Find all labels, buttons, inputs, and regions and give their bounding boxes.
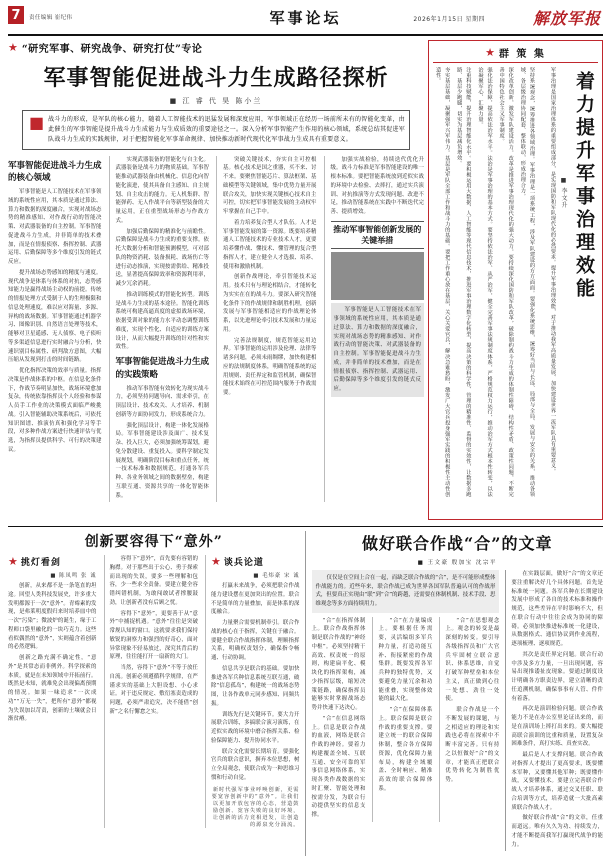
vertical-article [433,67,598,497]
bottom-right-column-1 [312,617,366,822]
article-photo [331,252,425,300]
subheading: 军事智能促进战斗力生成的实践策略 [115,357,210,380]
paragraph: 最后是人才支撑问题。联合作战对指挥人才提出了更高要求，既要懂本军种，又要懂其他军种；既要懂作战，又要懂技术。要建立完善联合作战人才培养体系，通过交叉任职、联合培训等方式，培养造就一大批高素质联合作战人才。 [511,752,603,811]
inset-heading: 推动军事智能创新发展的关键举措 [331,221,425,249]
paragraph: 军事智能是人工智能技术在军事领域的系统性应用，其本质是通过算法、算力和数据的深度融合，实现对战场态势的精准感知、对作战行动的智能决策、对武器装备的自主控制。军事智能促进战斗力生成，并非简单的技术叠加，而是在情报侦察、指挥控制、武器运用、后勤保障等多个维度引发的链式反应。 [8,189,102,266]
section-title: 军事论坛 [269,9,342,27]
masthead [8,6,603,32]
star-icon: ★ [8,41,18,54]
article-column-3 [216,156,317,503]
paragraph: 新时代强军事业呼唤创新，更需要宽容创新中的“意外”。让我们以更加开放包容的心态，营造鼓励创新、宽容失败的良好环境，让创新的活力竞相迸发，让创造的源泉充分涌流。 [211,786,300,828]
bottom-right-column-3 [439,617,499,822]
bottom-left-article [8,531,306,856]
paragraph: 加强实战检验，持续迭代优化升级。战斗力标准是军事智能建设的唯一根本标准。要把智能系统放到近似实战的环境中去检验、去摔打，通过实兵演训、对抗推演等方式发现问题、改进不足，推动智能系统在实践中不断迭代完善、提质增效。 [330,156,424,216]
bottom-left-columns [8,555,300,828]
column-badge [211,555,300,568]
bottom-right-article [306,531,604,856]
topic-banner-label: “研究军事、研究战争、研究打仗”专论 [21,44,203,55]
bottom-right-sidebar [505,570,603,851]
paragraph: “合”在保障体系上。联合保障是联合作战的重要支撑。要建立统一的联合保障体制，整合各方保障资源，优化保障力量布局，构建全域覆盖、全时响应、精准高效的联合保障体系。 [378,707,433,792]
editor-note: 责任编辑 崔纪伟 [29,15,73,21]
column-badge [433,45,598,63]
paragraph: 信息共享是联合的基础。要加快推进各军兵种信息系统互联互通，破除“信息孤岛”，构建统一的战场态势图，让各作战单元同步感知、同频共振。 [211,665,300,707]
paragraph: 强化法治保障，提高依法治军水平。法治是军事治理的基本方式。要坚持依法治军、从严治军，健全完善军事法规制度体系，严格规范权力运行，推动治军方式根本性转变，以法治凝聚军心、汇聚力量。 [477,67,493,497]
column-badge-label: 挑灯看剑 [20,558,61,568]
paragraph: 完善法规制度，规范智能运用边界。军事智能的运用涉及伦理、法律等诸多问题，必须未雨绸缪，加快构建相应的法规制度体系，明确智能系统的运用规则、责任界定和监管机制，确保智能技术始终在可控范围内服务于作战需要。 [223,337,317,397]
paragraph: 推动军事智能有效转化为现实战斗力，必须坚持问题导向、需求牵引，在顶层设计、技术攻关、人才培养、机制创新等方面协同发力，形成系统合力。 [115,385,209,418]
paragraph: 创新作战理论，牵引智能技术运用。技术只有与理论相结合，才能转化为实实在在的战斗力。要深入研究智能化条件下的作战规律和制胜机理，创新发展与军事智能相适应的作战理论体系，以先进理论牵引技术发展和力量运用。 [223,274,317,333]
paragraph: 优化指挥决策的效率与质量。指挥决策是作战体系的中枢。在信息化条件下，作战节奏明显加快，战场环境愈加复杂，传统依靠指挥员个人经验和参谋人员手工作业的决策模式面临严峻挑战。引入智能辅助决策系统后，可依托知识图谱、推演仿真和强化学习等手段，对多种作战方案进行快速评估与优选，为指挥员提供科学、可行的决策建议。 [8,368,102,453]
inset-note [331,303,425,397]
page-title: 军事智能促进战斗力生成路径探析 [43,65,389,91]
byline: ■ 毛炜豪 宋 诚 [253,573,300,579]
feature-body [433,67,557,497]
topic-banner [8,40,424,55]
lead-text: 仅仅是在空间上合在一起，而缺乏联合作战的“合”，是不可能形成整体作战能力的。近些年来，联合作战已成为世界各国军队普遍认可的作战形式，但要真正实现由“联”到“合”的跨越，还需要在体制机制、技术手段、思维观念等多方面持续用力。 [312,570,500,613]
masthead-rule [8,34,603,36]
paragraph: 强化顶层设计，构建一体化发展格局。军事智能建设涉及面广、技术复杂、投入巨大，必须加强统筹谋划，避免分散建设、重复投入。要科学制定发展规划，明确阶段目标和重点任务，统一技术标准和数据规范，打通各军兵种、各业务领域之间的数据壁垒，构建互联互通、资源共享的一体化智能体系。 [115,422,209,499]
paragraph: 加强后勤保障的精准化与前瞻性。后勤保障是战斗力生成的重要支撑。依托大数据分析和智能预测模型，可对部队的物资消耗、装备损耗、战场伤亡等进行动态推演，实现按需供给、精准投送，显著提高保障效率和资源利用率，减少冗余消耗。 [115,228,209,288]
article-columns [8,156,424,503]
paragraph: 实现武器装备的智能化与自主化。武器装备是战斗力的物质基础。军事智能推动武器装备由机械化、信息化向智能化演进，使其具备自主感知、自主规划、自主攻击的能力。无人机集群、智能弹药、无人作战平台等新型装备的大量运用，正在重塑战场形态与作战方式。 [115,156,209,224]
bottom-right-headline: 做好联合作战“合”的文章 [362,534,553,553]
paragraph: 联合文化需要长期培育。要强化官兵的联合意识，摒弃本位思想，树立全局观念，使联合成为一种思维习惯和行动自觉。 [211,748,300,781]
lead-mark-icon: ■ [29,113,45,132]
byline: ■ 王文豪 殷加宝 沈宗平 [417,560,497,566]
top-section [8,40,603,520]
paragraph: 军事治理是国家治理体系的重要组成部分，是实现国防和军队现代化的必然要求。提升军事治理效能，对于推动我军高质量发展、加快建设世界一流军队具有重要意义。 [550,67,556,474]
paragraph: “合”在力量编成上。要根据任务需要，灵活编组多军兵种力量，打造功能互补、衔接紧密的作战集群。既要发挥各军兵种的独特优势，又要避免力量冗余和功能重叠，实现整体效能的最大化。 [378,617,433,703]
paragraph: 深化改革创新，激发军队建设活力。改革是推进军事治理现代化的强大动力。要持续深化国防和军队改革，破除制约战斗力生成的体制性障碍、结构性矛盾、政策性问题，不断完善中国特色社会主义军事制度。 [498,67,514,497]
paragraph: 容得下“意外”，更要善于从“意外”中捕捉机遇。“意外”往往是突破常规认知的窗口。这就要求我们保持敏锐的洞察力和强烈的好奇心，面对异常现象不轻易放过，深究其背后的原理，往往能打开一扇新的大门。 [109,610,198,661]
feature-byline: ■ 李文升 [560,177,567,209]
paper-logo: 解放军报 [532,9,601,28]
main-article [8,40,428,520]
article-column-1 [8,156,102,503]
paragraph: 打赢未来战争，必须把联合作战能力建设摆在更加突出的位置。联合不是简单的力量叠加，而是体系的深度融合。 [211,583,300,616]
paragraph: 容得下“意外”，首先要有容错的胸襟。对于那些出于公心、勇于探索而出现的失误，要多一些理解和包容，少一些求全责备。要建立健全容错纠错机制，为敢闯敢试者撑腰鼓劲，让创新者没有后顾之忧。 [109,556,198,606]
bottom-left-column-3 [205,555,300,828]
paragraph: 当然，容得下“意外”不等于放任自流。创新必须遵循科学规律，在严谨求实的基础上大胆设想、小心求证。对于违反规定、敷衍塞责造成的问题，必须严肃追究，决不能借“创新”之名行懈怠之实。 [109,665,198,715]
lead-box [22,110,410,150]
bottom-left-headline: 创新要容得下“意外” [84,534,223,550]
bottom-section [8,526,603,856]
paragraph: 训练先行是关键环节。要大力开展联合训练，多搞联合演习演练，在近似实战的环境中磨合指挥关系、检验保障能力、提升协同水平。 [211,711,300,744]
paragraph: “合”在信息网络上。信息是联合作战的血液，网络是联合作战的神经。要着力构建覆盖全域、互联互通、安全可靠的军事信息网络体系，实现各类作战数据的实时汇聚、智能处理和按需分发，为联合行动提供坚实的信息支撑。 [311,715,366,819]
subheading: 军事智能促进战斗力生成的核心领域 [8,160,102,184]
paragraph: 联合作战是一个不断发展的课题，与之相适应的理论和实践也必将在探索中不断丰富完善。只有持之以恒做好“合”的文章，才能真正把联合优势转化为制胜优势。 [445,707,500,784]
lead-text: 战斗力的形成，是军队的核心能力，随着人工智能技术的迅猛发展和深度应用，军事领域正在经历一场前所未有的智能化变革，由此催生的军事智能是提升战斗力生成能力与生成质效的重要途径之一。深入分析军事智能产生作用的核心领域，系统总结其促进军队战斗力生成的实践规律，对于把握智能化军事革命规律、加快推动新时代现代化军事战力生成具有重要意义。 [48,116,405,143]
bottom-right-columns [312,570,604,851]
paragraph: 力量聚合需要机制牵引。联合作战的核心在于指挥，关键在于融合。要健全联合作战指挥体制，理顺指挥关系，明确权责划分，确保指令畅通、行动协调。 [211,620,300,661]
article-column-2 [109,156,210,503]
paragraph: 突破关键技术，夯实自主可控根基。核心技术是国之重器，买不来、讨不来。要聚焦智能芯片、算法框架、基础模型等关键领域，集中优势力量开展联合攻关，加快实现关键核心技术自主可控，切实把军事智能发展的主动权牢牢掌握在自己手中。 [223,156,317,216]
star-icon: ★ [211,555,221,568]
paragraph: 坚持系统观念，统筹推进各领域治理。军事治理是一项系统工程，涉及军队建设的方方面面。要强化系统思维，统筹好当前与长远、局部与全局、发展与安全的关系，推动各领域、各层级治理协同配套、整体联动，形成治理合力。 [519,67,535,497]
star-icon: ★ [485,46,495,59]
paragraph: 夯实基层基础，凝聚强军兴军伟力。基层是军队全部工作和战斗力的基础。要把工作重心放在基层，关心关爱官兵，解决急难愁盼，激发广大官兵投身强军实践的积极性主动性创造性。 [435,67,451,497]
page-number: 7 [8,6,24,24]
paragraph: 着力培养复合型人才队伍。人才是军事智能发展的第一资源。既要培养精通人工智能技术的专业技术人才，更要培养懂作战、懂技术、懂管理的复合型指挥人才，建立健全人才选拔、培养、使用和激励机制。 [223,219,317,270]
paragraph: 其次是责任界定问题。联合行动中涉及多方力量，一旦出现问题，容易出现推诿扯皮现象。要通过制度设计明确各方职责边界，建立清晰的责任追溯机制，确保事事有人管、件件有着落。 [511,651,603,702]
feature-box [428,40,603,520]
paragraph: “合”在思想观念上。观念的转变是最深刻的转变。要引导各级指挥员和广大官兵牢固树立联合意识、体系思维，自觉打破军种壁垒和本位主义，真正做到心往一处想、劲往一处使。 [445,617,500,703]
bottom-right-column-2 [372,617,432,822]
main-article-byline: ■ 江 睿 代 昊 陈小兰 [169,97,263,105]
article-column-4 [324,156,425,503]
star-icon: ★ [8,555,18,568]
paragraph: 创新，从来都不是一条笔直的坦途。回望人类科技发展史，许多重大发明都源于一次“意外”。青霉素的发现，是弗莱明度假归来时培养皿中的一次“污染”；微波炉的诞生，缘于工程师口袋里融化的一块巧克力。这些看似偶然的“意外”，实则蕴含着创新的必然逻辑。 [8,583,97,651]
bottom-left-column-2 [104,555,199,828]
column-badge-label: 谈兵论道 [223,558,264,568]
column-badge-label: 群 策 集 [498,49,546,60]
paragraph: “合”在指挥体制上。联合作战指挥体制是联合作战的“神经中枢”。必须坚持精干高效、权责统一的原则，构建扁平化、模块化的指挥架构，减少指挥层级，缩短决策链路，确保指挥员能够实时掌握战场态势并快速下达决心。 [311,617,366,712]
bottom-right-main [312,570,500,851]
publication-date: 2026年1月15日 星期四 [413,16,485,23]
byline: ■ 陈凤鸣 张 诚 [50,573,97,579]
column-badge [8,555,97,568]
paragraph: 做好联合作战“合”的文章，任重而道远。唯有久久为功、持续发力，才能不断提高我军打赢现代战争的能力。 [511,815,603,848]
bottom-left-column-1 [8,555,97,828]
paragraph: 在实践层面，做好“合”的文章还要注重解决好几个具体问题。首先是标准统一问题。各军兵种在长期建设发展中形成了各自的技术标准和操作规范，这些差异在平时影响不大，但在联合行动中往往会成为协同的障碍。必须加快推进标准统一化建设，从数据格式、通信协议到作业流程，逐项梳理、逐项规范。 [511,571,603,647]
paragraph: 军事智能是人工智能技术在军事领域的系统性应用，其本质是通过算法、算力和数据的深度融合，实现对战场态势的精准感知、对作战行动的智能决策、对武器装备的自主控制。军事智能促进战斗力生成，并非简单的技术叠加，而是在情报侦察、指挥控制、武器运用、后勤保障等多个维度引发的链式反应。 [333,307,421,393]
paragraph: 推动训练模式的智能化转型。训练是战斗力生成的基本途径。智能化训练系统可构建高逼真度的虚拟战场环境，依据受训对象的能力水平动态调整训练难度，实现个性化、自适应的训练方案设计，从而大幅提升训练的针对性和实效性。 [115,291,209,351]
paragraph: 提升战场态势感知的精度与速度。现代战争是体系与体系的对抗，态势感知能力是赢得战场主动权的前提。传统的情报处理方式受制于人的生理极限和信息处理速度，难以应对海量、多源、异构的战场数据。军事智能通过机器学习、图像识别、自然语言处理等技术，能够对卫星遥感、无人侦察、电子侦听等多渠道信息进行实时融合与分析，快速识别目标属性、研判敌方意图，大幅压缩从发现到打击的时间链路。 [8,269,102,364]
paragraph: 注重科技赋能，提升治理智能化水平。要积极运用大数据、人工智能等现代信息技术，推进军事治理数字化转型，提高决策的科学性、管理的精准性、监督的实效性，让数据多跑路、基层少跑腿，切实为基层减负增效。 [456,67,472,497]
paragraph: 再次是演训检验问题。联合作战能力不是在办公室里论证出来的，而是在演训场上摔打出来的。要大幅提高联合演训的比重和质量，设置复杂困难条件，真打实练、真查实改。 [511,706,603,748]
feature-title: 着力提升军事治理效能 [573,71,595,301]
paragraph: 创新之路充满不确定性，“意外”是其常态而非例外。科学探索的本质，就是在未知领域中开拓前行。既然是未知，就难免会出现偏离预期的情况。如果一味追求“一次成功”“万无一失”，把所有“意外”都视为失误加以苛责，创新的土壤就会日渐贫瘠。 [8,655,97,723]
